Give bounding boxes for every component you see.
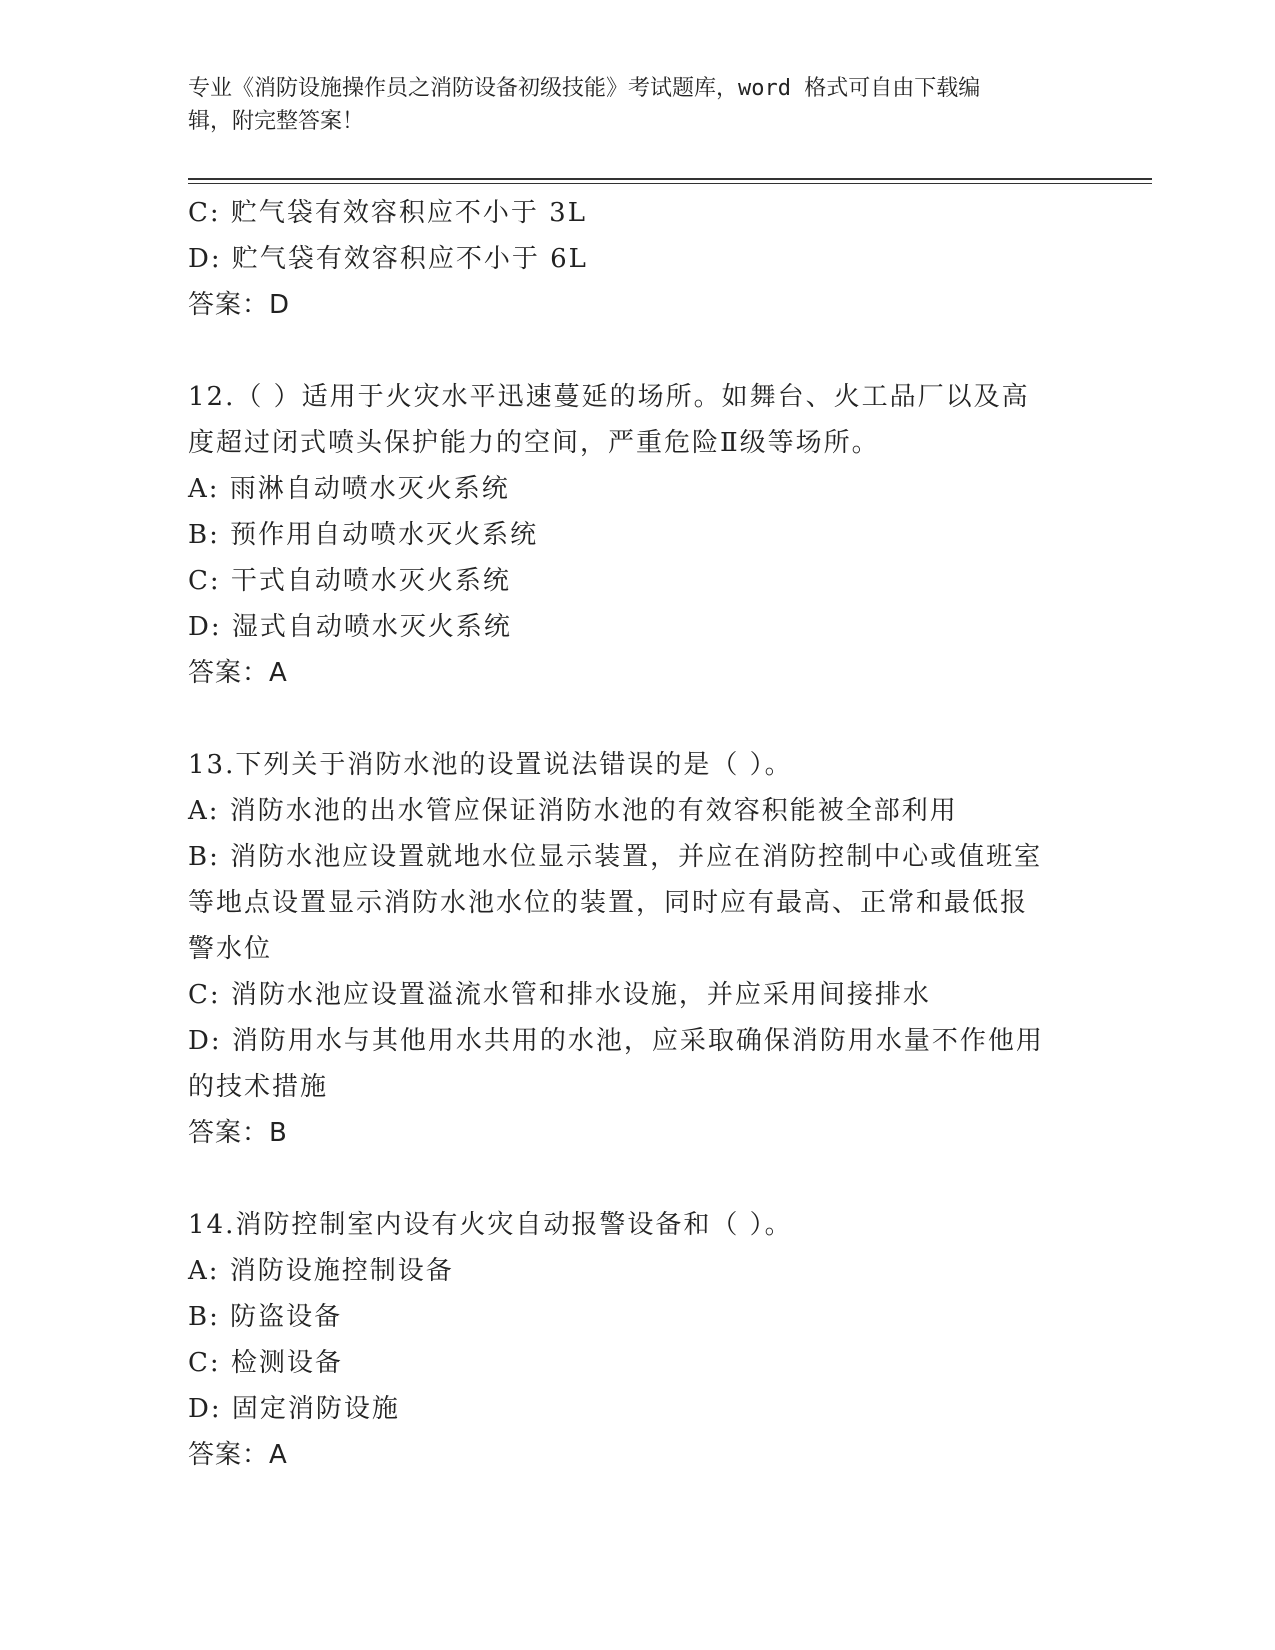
document-header: [188, 72, 1068, 138]
answer: 答案：D: [188, 290, 291, 320]
answer: 答案：A: [188, 658, 288, 688]
answer: 答案：B: [188, 1118, 288, 1148]
question-stem: 14.消防控制室内设有火灾自动报警设备和（ ）。: [188, 1210, 793, 1240]
answer: 答案：A: [188, 1440, 288, 1470]
option-b: B: 消防水池应设置就地水位显示装置，并应在消防控制中心或值班室: [188, 842, 1043, 872]
option-b-cont: 警水位: [188, 934, 273, 964]
question-13: [188, 742, 1078, 1156]
option-d: D: 贮气袋有效容积应不小于 6L: [188, 244, 588, 274]
option-d: D: 湿式自动喷水灭火系统: [188, 612, 512, 642]
option-c: C: 贮气袋有效容积应不小于 3L: [188, 198, 587, 228]
header-line: 专业《消防设施操作员之消防设备初级技能》考试题库，word 格式可自由下载编: [188, 76, 981, 101]
question-11-tail: [188, 190, 1078, 328]
question-14: [188, 1202, 1078, 1478]
question-stem: 12.（ ）适用于火灾水平迅速蔓延的场所。如舞台、火工品厂以及高: [188, 382, 1030, 412]
question-list: [188, 190, 1078, 1478]
option-d: D: 固定消防设施: [188, 1394, 400, 1424]
header-line: 辑，附完整答案！: [188, 109, 365, 134]
question-stem: 13.下列关于消防水池的设置说法错误的是（ ）。: [188, 750, 793, 780]
question-stem: 度超过闭式喷头保护能力的空间，严重危险Ⅱ级等场所。: [188, 428, 880, 458]
option-a: A: 消防水池的出水管应保证消防水池的有效容积能被全部利用: [188, 796, 958, 826]
question-12: [188, 374, 1078, 696]
option-b: B: 防盗设备: [188, 1302, 343, 1332]
option-d: D: 消防用水与其他用水共用的水池，应采取确保消防用水量不作他用: [188, 1026, 1044, 1056]
option-a: A: 雨淋自动喷水灭火系统: [188, 474, 510, 504]
option-b: B: 预作用自动喷水灭火系统: [188, 520, 539, 550]
header-divider-thin: [188, 183, 1152, 184]
option-c: C: 干式自动喷水灭火系统: [188, 566, 511, 596]
option-a: A: 消防设施控制设备: [188, 1256, 454, 1286]
option-d-cont: 的技术措施: [188, 1072, 329, 1102]
option-b-cont: 等地点设置显示消防水池水位的装置，同时应有最高、正常和最低报: [188, 888, 1029, 918]
option-c: C: 消防水池应设置溢流水管和排水设施，并应采用间接排水: [188, 980, 931, 1010]
header-divider: [188, 178, 1152, 180]
option-c: C: 检测设备: [188, 1348, 343, 1378]
